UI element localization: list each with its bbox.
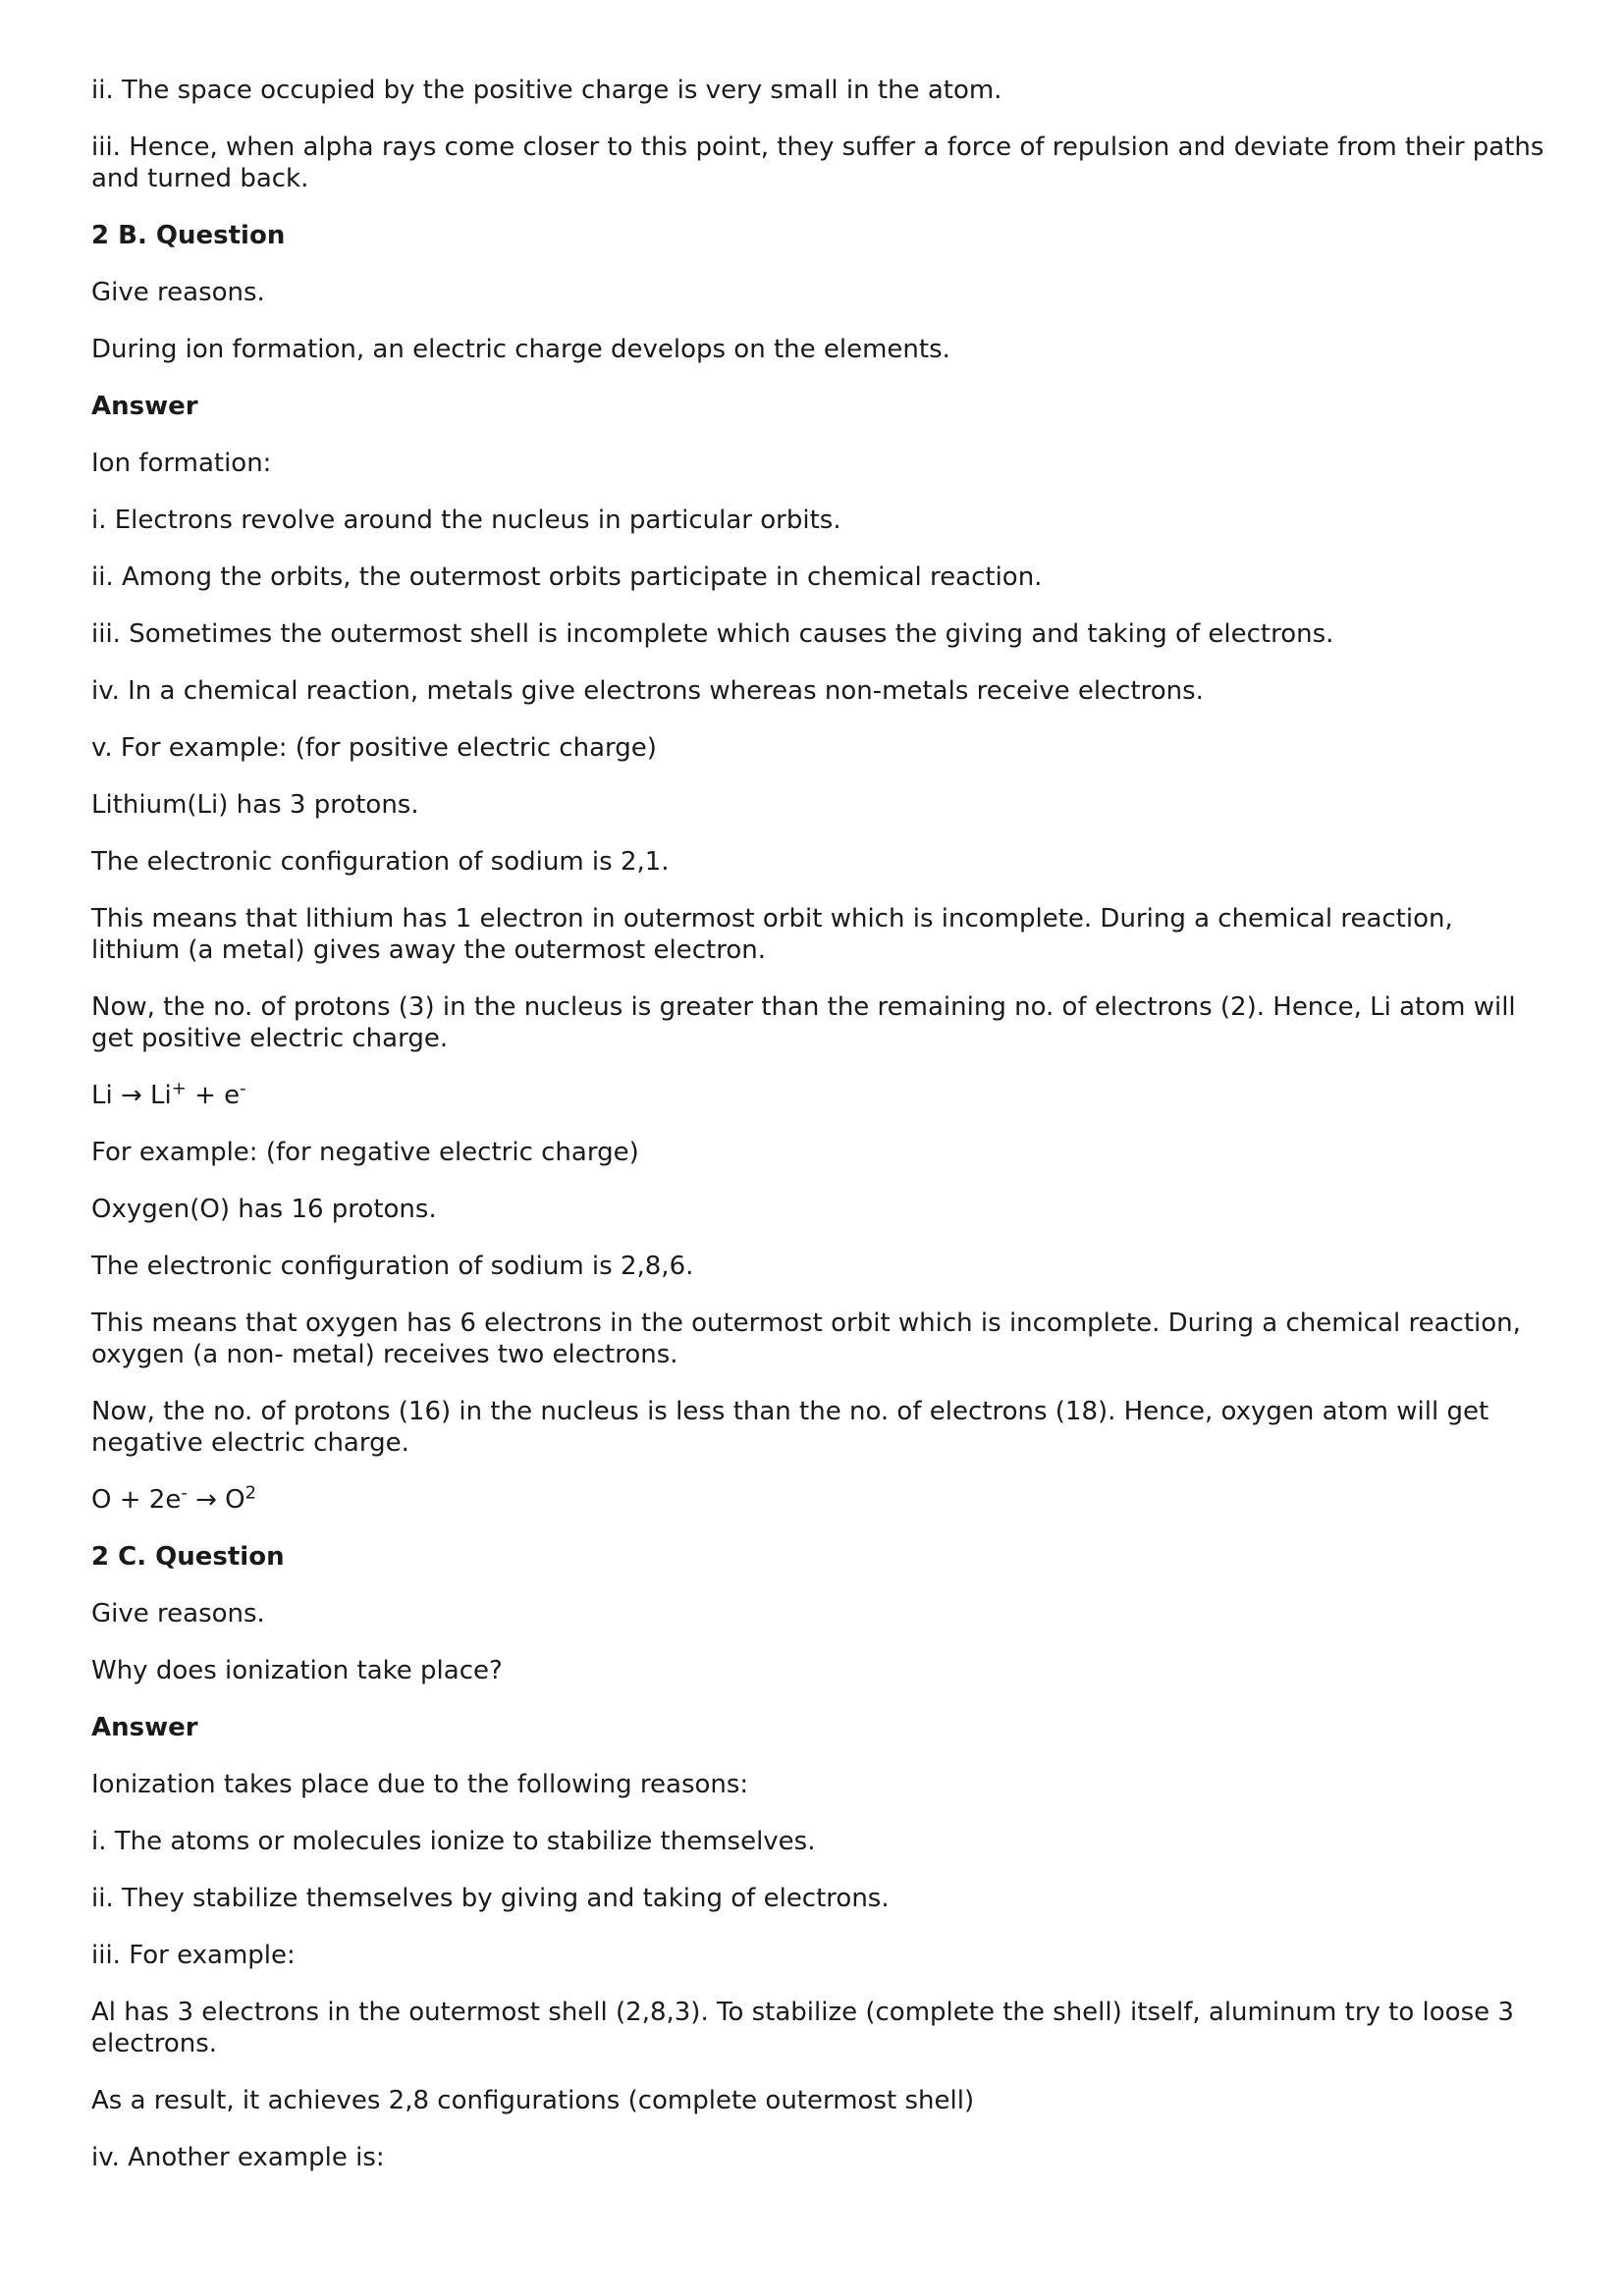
paragraph: As a result, it achieves 2,8 configurations (complete outermost shell): [91, 2086, 975, 2115]
paragraph: The electronic configuration of sodium is 2,8,6.: [91, 1252, 694, 1281]
superscript: -: [240, 1078, 246, 1099]
paragraph: Lithium(Li) has 3 protons.: [91, 790, 419, 820]
section-heading: 2 B. Question: [91, 221, 286, 250]
paragraph: ii. They stabilize themselves by giving and taking of electrons.: [91, 1884, 890, 1913]
equation-text: O + 2e: [91, 1485, 182, 1515]
paragraph: Oxygen(O) has 16 protons.: [91, 1195, 437, 1224]
paragraph: Ionization takes place due to the following reasons:: [91, 1770, 749, 1799]
paragraph: Ion formation:: [91, 449, 272, 478]
answer-heading: Answer: [91, 1713, 198, 1742]
paragraph: During ion formation, an electric charge develops on the elements.: [91, 335, 950, 364]
superscript: +: [171, 1078, 187, 1099]
paragraph: The electronic configuration of sodium is 2,1.: [91, 847, 670, 877]
paragraph: ii. The space occupied by the positive charge is very small in the atom.: [91, 76, 1002, 105]
paragraph: iii. For example:: [91, 1941, 296, 1970]
paragraph: Al has 3 electrons in the outermost shell (2,8,3). To stabilize (complete the shell) itself, aluminum try to loose 3 electrons.: [91, 1998, 1514, 2058]
paragraph: Give reasons.: [91, 1599, 265, 1629]
paragraph: iii. Sometimes the outermost shell is incomplete which causes the giving and taking of electrons.: [91, 619, 1334, 649]
superscript: -: [181, 1482, 188, 1504]
paragraph: iv. In a chemical reaction, metals give electrons whereas non-metals receive electrons.: [91, 676, 1204, 706]
paragraph: For example: (for negative electric charge): [91, 1138, 639, 1167]
paragraph: v. For example: (for positive electric charge): [91, 733, 657, 763]
paragraph: ii. Among the orbits, the outermost orbits participate in chemical reaction.: [91, 562, 1043, 592]
equation-text: + e: [186, 1081, 241, 1110]
paragraph: i. Electrons revolve around the nucleus in particular orbits.: [91, 506, 841, 535]
paragraph: Now, the no. of protons (3) in the nucleus is greater than the remaining no. of electrons (2). Hence, Li atom will get positive electric charge.: [91, 992, 1516, 1053]
paragraph: iv. Another example is:: [91, 2143, 385, 2172]
equation-lithium: [91, 1080, 1544, 1111]
paragraph: Now, the no. of protons (16) in the nucleus is less than the no. of electrons (18). Hence, oxygen atom will get negative electric charge.: [91, 1397, 1489, 1458]
paragraph: iii. Hence, when alpha rays come closer to this point, they suffer a force of repulsion and deviate from their paths and turned back.: [91, 133, 1544, 193]
paragraph: This means that lithium has 1 electron in outermost orbit which is incomplete. During a chemical reaction, lithium (a metal) gives away the outermost electron.: [91, 904, 1453, 965]
equation-text: → O: [187, 1485, 245, 1515]
paragraph: i. The atoms or molecules ionize to stabilize themselves.: [91, 1827, 816, 1856]
paragraph: Give reasons.: [91, 278, 265, 307]
equation-oxygen: [91, 1484, 1544, 1516]
paragraph: Why does ionization take place?: [91, 1656, 503, 1685]
section-heading: 2 C. Question: [91, 1542, 285, 1572]
superscript: 2: [244, 1482, 257, 1504]
paragraph: This means that oxygen has 6 electrons in the outermost orbit which is incomplete. During a chemical reaction, oxygen (a non- metal) receives two electrons.: [91, 1308, 1521, 1369]
equation-text: Li → Li: [91, 1081, 172, 1110]
answer-heading: Answer: [91, 392, 198, 421]
